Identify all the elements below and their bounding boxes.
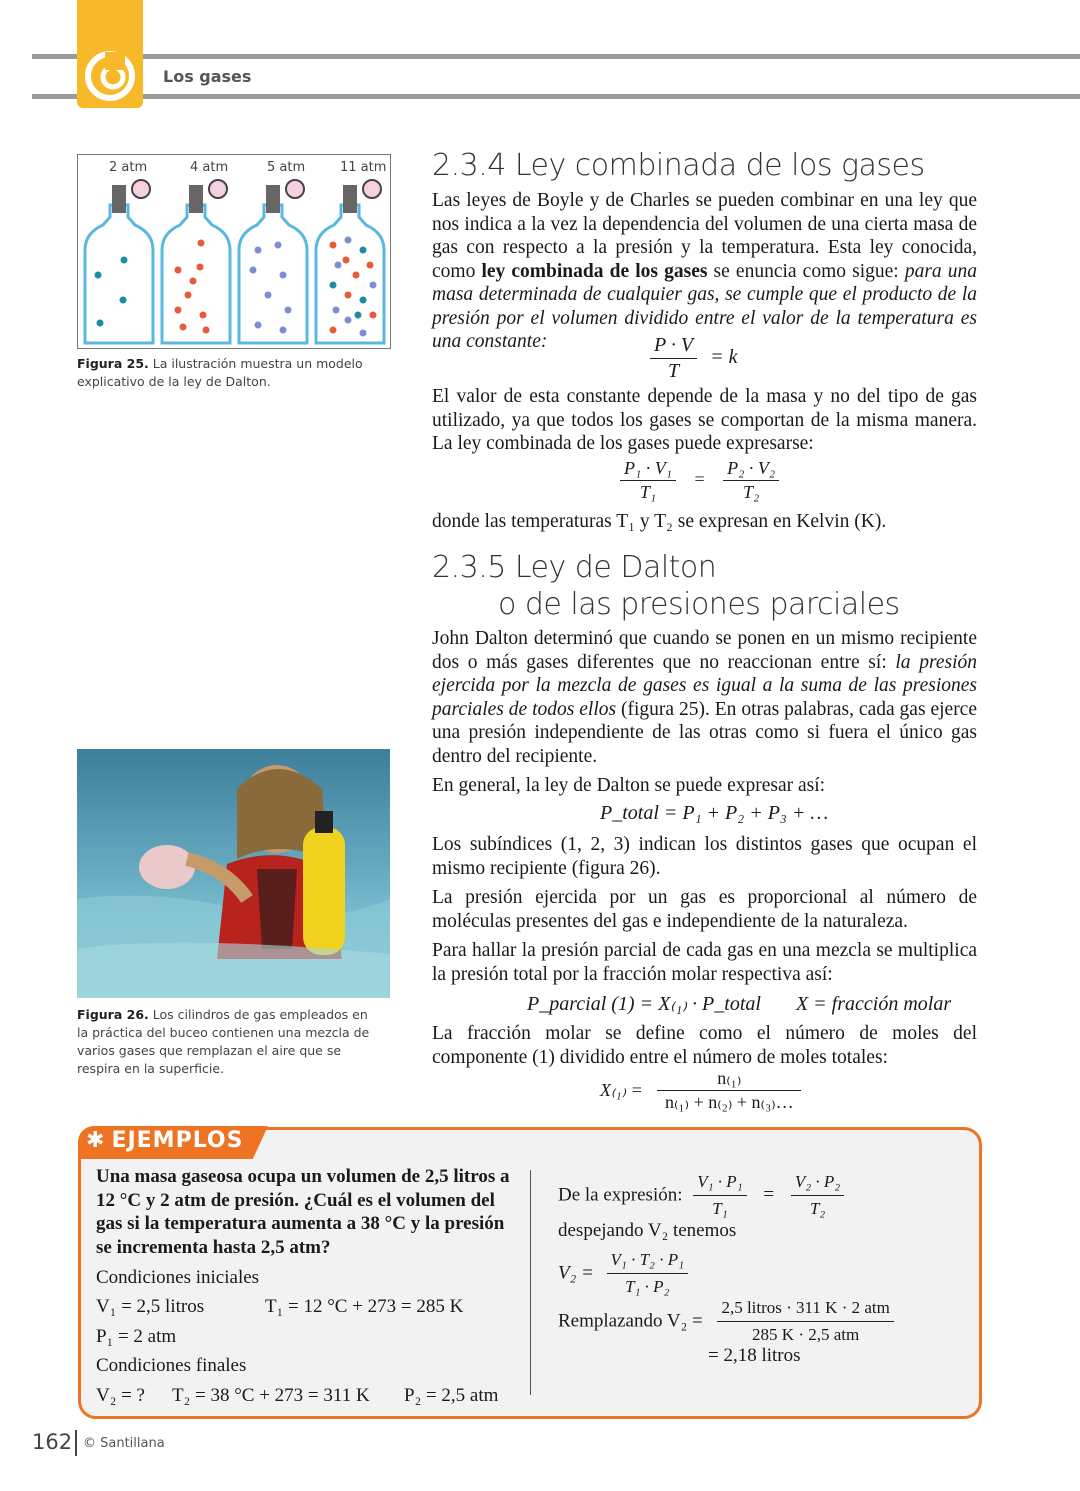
paragraph: John Dalton determinó que cuando se ponen en un mismo recipiente dos o más gases diferentes que no reaccionan entre sí: la presión ejercida por la mezcla de gases es igual a la suma de las presiones parciales de todos ellos (figura 25). En otras palabras, cada gas ejerce una presión independiente de las otras como si fuera el único gas dentro del recipiente. [432,628,977,767]
gas-particle [330,282,337,289]
flask-label: 4 atm [190,160,229,175]
header-rule-bottom [32,94,1080,99]
gas-particle [255,247,262,254]
valve [189,185,203,213]
replacing-expression: Remplazando V₂ = $\frac{\text{2,5 litros · 311 K · 2 atm}}{\text{285 K · 2,5 atm}}$ [558,1296,894,1346]
page-number: 162 [32,1430,73,1454]
value-t2: T₂ = 38 °C + 273 = 311 K [172,1385,370,1406]
gas-particle [330,327,337,334]
valve [343,185,357,213]
paragraph: En general, la ley de Dalton se puede expresar así: [432,775,826,796]
spiral-logo-icon [77,0,143,108]
section-name: Los gases [163,67,252,86]
section-title-234: 2.3.4 Ley combinada de los gases [432,148,925,183]
gas-particle [197,264,204,271]
pressure-gauge-icon [286,180,304,198]
solving-text: despejando V₂ tenemos [558,1220,737,1241]
initial-conditions-label: Condiciones iniciales [96,1267,260,1288]
gas-particle [275,242,282,249]
gas-particle [200,312,207,319]
final-conditions-label: Condiciones finales [96,1355,247,1376]
gas-particle [285,307,292,314]
value-t1: T₁ = 12 °C + 273 = 285 K [265,1296,464,1317]
gas-particle [335,262,342,269]
valve [266,185,280,213]
gas-particle [370,312,377,319]
gas-particle [360,247,367,254]
flask-outline [239,205,307,343]
from-expression: De la expresión: $\frac{\text{V₁ · P₁}}{\text{T₁}}$ = $\frac{\text{V₂ · P₂}}{\text{T₂}}$ [558,1170,844,1220]
gas-particle [330,242,337,249]
value-p2: P₂ = 2,5 atm [404,1385,499,1406]
paragraph: El valor de esta constante depende de la masa y no del tipo de gas utilizado, ya que todos los gases se comportan de la misma manera. La ley combinada de los gases puede expresarse: [432,386,977,454]
section-title-235-line2: o de las presiones parciales [498,587,900,622]
gas-particle [95,272,102,279]
gas-particle [198,240,205,247]
example-question: Una masa gaseosa ocupa un volumen de 2,5 litros a 12 °C y 2 atm de presión. ¿Cuál es el volumen del gas si la temperatura aumenta a 38 °C y la presión se incrementa hasta 2,5 atm? [96,1166,510,1258]
gas-particle [175,267,182,274]
gas-particle [280,327,287,334]
diver-image [77,749,390,998]
gas-particle [345,292,352,299]
gas-particle [255,322,262,329]
gas-particle [280,272,287,279]
flask-label: 5 atm [267,160,306,175]
gas-particle [343,257,350,264]
figure-26-photo [77,749,390,998]
paragraph: Los subíndices (1, 2, 3) indican los distintos gases que ocupan el mismo recipiente (figura 26). [432,834,977,879]
footer-divider [75,1430,77,1456]
section-title-235-line1: 2.3.5 Ley de Dalton [432,550,717,585]
examples-divider [530,1170,531,1395]
gas-particle [345,317,352,324]
gas-particle [97,320,104,327]
flask-label: 2 atm [109,160,148,175]
equation-partial-pressure: P_parcial (1) = X₍₁₎ · P_total X = fracción molar [527,993,952,1015]
valve [112,185,126,213]
asterisk-icon: ✱ [86,1128,106,1153]
gas-particle [190,278,197,285]
gas-particle [355,312,362,319]
equation-combined-law: $\frac{\text{P₁ · V₁}}{\text{T₁}}$ = $\frac{\text{P₂ · V₂}}{\text{T₂}}$ [620,458,779,503]
equation-dalton: P_total = P₁ + P₂ + P₃ + … [600,802,829,824]
gas-particle [360,330,367,337]
examples-tab-label: ✱ EJEMPLOS [86,1128,244,1153]
v2-expression: V₂ = $\frac{\text{V₁ · T₂ · P₁}}{\text{T₁ · P₂}}$ [558,1248,688,1298]
pressure-gauge-icon [209,180,227,198]
gas-particle [333,307,340,314]
chapter-logo [77,0,143,108]
gas-particle [203,327,210,334]
header-rule-top [32,54,1080,59]
gas-particle [265,292,272,299]
gas-particle [250,267,257,274]
pressure-gauge-icon [132,180,150,198]
gas-particle [175,307,182,314]
flask-outline [162,205,230,343]
caption-text: La ilustración muestra un modelo explicativo de la ley de Dalton. [77,356,363,389]
dalton-flasks [78,155,390,348]
paragraph: La fracción molar se define como el número de moles del componente (1) dividido entre el número de moles totales: [432,1023,977,1068]
equation-combined-constant: $\frac{P \cdot V}{T}$ = k [650,334,737,383]
gas-particle [120,297,127,304]
publisher: © Santillana [83,1436,165,1451]
paragraph: Las leyes de Boyle y de Charles se pueden combinar en una ley que nos indica a la vez la dependencia del volumen de una cierta masa de gas con respecto a la presión y la temperatura. Esta ley conocida, como ley combinada de los gases se enuncia como sigue: para una masa determinada de cualquier gas, se cumple que el producto de la presión por el volumen dividido entre el valor de la temperatura es una constante: [432,190,978,352]
gas-particle [185,292,192,299]
gas-particle [121,257,128,264]
gas-particle [370,282,377,289]
figure-26-caption [77,1006,382,1078]
gas-particle [180,324,187,331]
equation-molar-fraction: X₍₁₎ = $\frac{\text{n₍₁₎}}{\text{n₍₁₎ + n₍₂₎ + n₍₃₎…}}$ [600,1068,801,1113]
caption-label: Figura 26. [77,1007,149,1022]
paragraph: donde las temperaturas T₁ y T₂ se expresan en Kelvin (K). [432,511,887,532]
caption-text: Los cilindros de gas empleados en la práctica del buceo contienen una mezcla de varios gases que remplazan el aire que se respira en la superficie. [77,1007,370,1076]
value-p1: P₁ = 2 atm [96,1326,177,1347]
figure-25-illustration [77,154,391,349]
pressure-gauge-icon [363,180,381,198]
gas-particle [367,262,374,269]
paragraph: La presión ejercida por un gas es proporcional al número de moléculas presentes del gas e independiente de la naturaleza. [432,887,977,932]
flask-label: 11 atm [340,160,387,175]
value-v1: V₁ = 2,5 litros [96,1296,205,1317]
gas-particle [345,237,352,244]
gas-particle [353,272,360,279]
value-v2: V₂ = ? [96,1385,145,1406]
gas-particle [360,297,367,304]
figure-25-caption [77,355,377,391]
caption-label: Figura 25. [77,356,149,371]
result: = 2,18 litros [708,1345,801,1366]
paragraph: Para hallar la presión parcial de cada gas en una mezcla se multiplica la presión total por la fracción molar respectiva así: [432,940,977,985]
